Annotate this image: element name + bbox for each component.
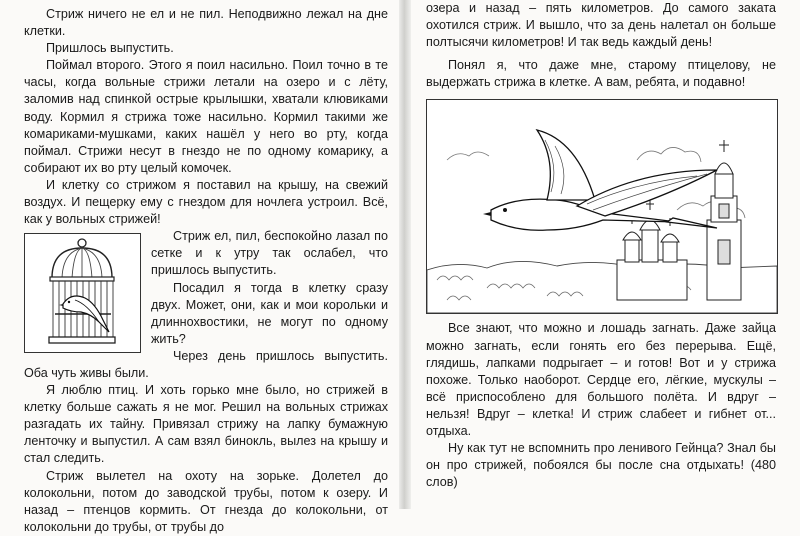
cage-illustration (24, 233, 141, 353)
left-page (24, 6, 388, 536)
book-gutter (399, 0, 411, 509)
right-paragraph-3: Все знают, что можно и лошадь загнать. Даже зайца можно загнать, если гонять его без перерыва. Ещё, глядишь, лапками подрыгает – и готов! Вот и у стрижа похоже. Только наоборот. Сердце его, лёгкие, мускулы – всё приспособлено для большого полёта. И вдруг – нельзя! Вдруг – клетка! И стриж слабеет и гибнет от... отдыха. (426, 321, 776, 439)
left-paragraph-9: Стриж вылетел на охоту на зорьке. Долетел до колокольни, потом до заводской трубы, потом к озеру. И назад – птенцов кормить. От гнезда до колокольни, от колокольни до трубы, от трубы до (24, 468, 388, 534)
left-paragraph-5: Стриж ел, пил, беспокойно лазал по сетке и к утру так ослабел, что пришлось выпустить. (151, 229, 388, 278)
left-paragraph-8: Я люблю птиц. И хоть горько мне было, но стрижей в клетку больше сажать я не мог. Решил на вольных стрижах разгадать их тайну. Привязал стрижу на лапку бумажную ленточку и выпустил. А сам взял бинокль, вылез на крышу и стал следить. (24, 383, 388, 466)
right-page (426, 0, 776, 491)
right-paragraph-4: Ну как тут не вспомнить про ленивого Гейнца? Знал бы он про стрижей, побоялся бы после сна отдыхать! (480 слов) (426, 441, 776, 490)
left-paragraph-6: Посадил я тогда в клетку сразу двух. Может, они, как и мои корольки и длиннохвостики, не могут по одному жить? (151, 280, 388, 346)
left-paragraph-3: Поймал второго. Этого я поил насильно. Поил точно в те часы, когда вольные стрижи летали на озеро и с лёту, заломив над спинкой острые крылышки, хватали клювиками воду. Кормил я стрижа тоже насильно. Кормил такими же комариками-мушками, каких нашёл у него во рту, когда поймал. Стрижи несут в гнездо не по одному комарику, а собирают их во рту целый комочек. (24, 58, 388, 175)
scene-illustration (426, 99, 778, 314)
bird-cage-icon (25, 234, 140, 352)
swift-over-church-icon (427, 100, 777, 313)
left-paragraph-2: Пришлось выпустить. (46, 41, 174, 56)
right-paragraph-2: Понял я, что даже мне, старому птицелову, не выдержать стрижа в клетке. А вам, ребята, и подавно! (426, 58, 776, 90)
left-paragraph-7: Через день пришлось выпустить. Оба чуть живы были. (24, 348, 388, 380)
left-paragraph-1: Стриж ничего не ел и не пил. Неподвижно лежал на дне клетки. (24, 7, 388, 39)
left-paragraph-4: И клетку со стрижом я поставил на крышу, на свежий воздух. И пещерку ему с гнездом для ночлега устроил. Всё, как у вольных стрижей! (24, 177, 388, 227)
right-paragraph-1: озера и назад – пять километров. До самого заката охотился стриж. И вышло, что за день налетал он больше полтысячи километров! И так ведь каждый день! (426, 1, 776, 50)
